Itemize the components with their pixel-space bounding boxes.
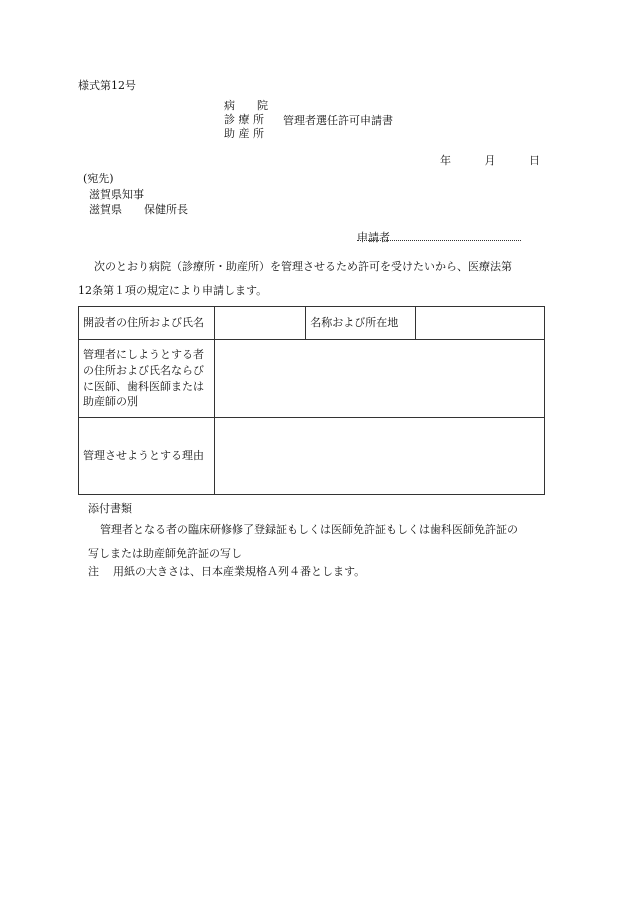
application-body [78, 255, 548, 303]
manager-field[interactable] [214, 340, 544, 418]
note [88, 566, 365, 577]
note-label: 注 [88, 565, 99, 578]
document-title: 管理者選任許可申請書 [283, 114, 393, 127]
attachments-line-1: 管理者となる者の臨床研修修了登録証もしくは医師免許証もしくは歯科医師免許証の [100, 523, 518, 536]
date-day: 日 [529, 154, 540, 167]
applicant-signature-line[interactable] [357, 240, 521, 241]
addressee-health-center [89, 204, 188, 215]
applicant-label: 申請者 [357, 231, 390, 244]
date-month: 月 [484, 154, 496, 167]
facility-type-midwifery: 助 産 所 [224, 127, 264, 140]
facility-type-clinic: 診 療 所 [224, 113, 264, 126]
founder-label: 開設者の住所および氏名 [79, 307, 215, 340]
facility-name-field[interactable] [416, 307, 545, 340]
attachments-line-2: 写しまたは助産師免許証の写し [88, 547, 242, 560]
application-table [78, 306, 545, 495]
attachments-heading: 添付書類 [88, 502, 132, 515]
reason-field[interactable] [214, 418, 544, 495]
application-body-line-1: 次のとおり病院（診療所・助産所）を管理させるため許可を受けたいから、医療法第 [94, 260, 512, 273]
addressee-governor: 滋賀県知事 [89, 188, 144, 201]
note-text: 用紙の大きさは、日本産業規格Ａ列４番とします。 [113, 565, 366, 578]
addressee-label: (宛先) [83, 172, 114, 185]
application-body-line-2: 12条第１項の規定により申請します。 [78, 284, 268, 297]
date-year: 年 [440, 154, 451, 167]
facility-types [224, 100, 268, 142]
facility-type-hospital: 病 院 [224, 99, 268, 112]
attachments-body [88, 518, 548, 566]
addressee-prefecture: 滋賀県 [89, 203, 122, 216]
manager-label: 管理者にしようとする者の住所および氏名ならびに医師、歯科医師または助産師の別 [79, 340, 215, 418]
founder-field[interactable] [214, 307, 305, 340]
addressee-health-center-director: 保健所長 [144, 203, 188, 216]
reason-label: 管理させようとする理由 [79, 418, 215, 495]
form-number: 様式第12号 [78, 79, 136, 92]
date-line [440, 155, 540, 166]
facility-name-label: 名称および所在地 [306, 307, 416, 340]
